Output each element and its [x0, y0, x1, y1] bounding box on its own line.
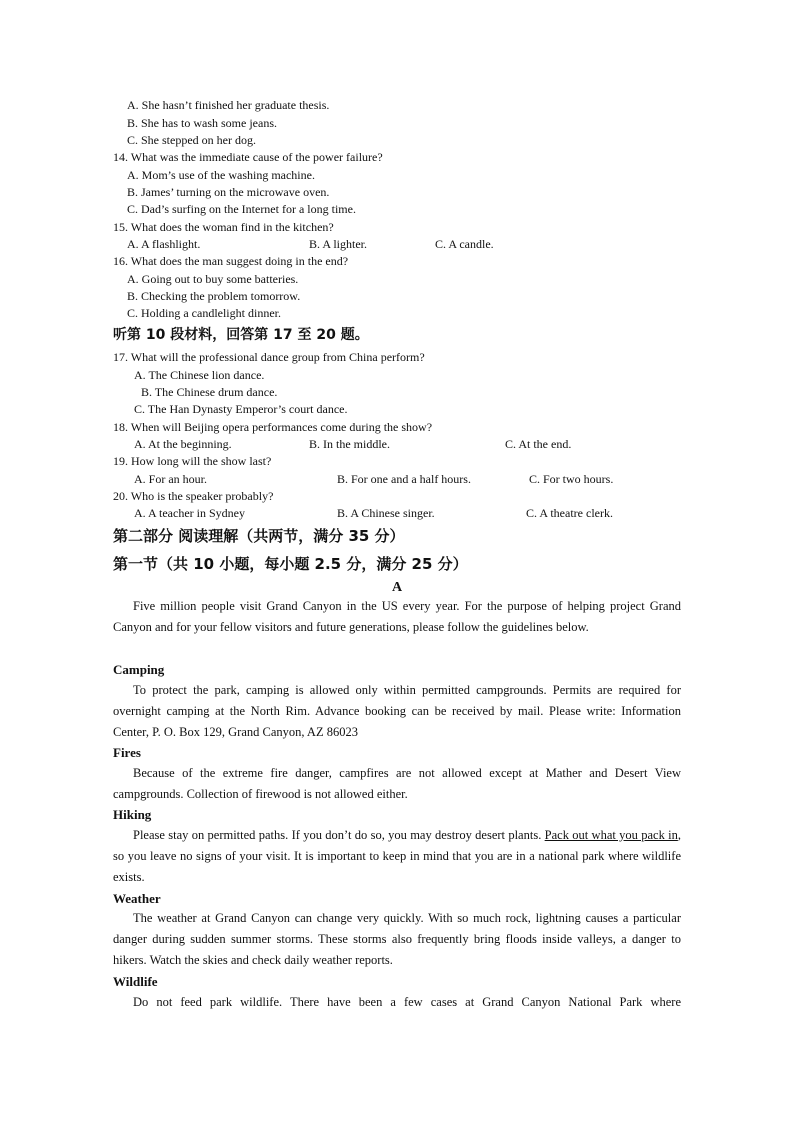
reading-section-title: 第一节（共 10 小题，每小题 2.5 分，满分 25 分）	[113, 555, 468, 573]
q20-option-c: C. A theatre clerk.	[526, 506, 613, 520]
q15-stem: 15. What does the woman find in the kitchen?	[113, 220, 334, 234]
q16-stem: 16. What does the man suggest doing in the end?	[113, 254, 349, 268]
camping-heading: Camping	[113, 662, 165, 677]
q14-option-a: A. Mom’s use of the washing machine.	[127, 168, 315, 182]
q18-stem: 18. When will Beijing opera performances come during the show?	[113, 420, 433, 434]
q14-option-b: B. James’ turning on the microwave oven.	[127, 185, 330, 199]
q20-stem: 20. Who is the speaker probably?	[113, 489, 274, 503]
wildlife-heading: Wildlife	[113, 974, 158, 989]
q15-option-a: A. A flashlight.	[127, 237, 201, 251]
q17-option-b: B. The Chinese drum dance.	[141, 385, 278, 399]
weather-heading: Weather	[113, 891, 161, 906]
listening-section-10-title: 听第 10 段材料，回答第 17 至 20 题。	[113, 327, 369, 343]
q20-option-a: A. A teacher in Sydney	[134, 506, 245, 520]
q13-option-b: B. She has to wash some jeans.	[127, 116, 277, 130]
q16-option-c: C. Holding a candlelight dinner.	[127, 306, 281, 320]
q13-option-a: A. She hasn’t finished her graduate thesis.	[127, 98, 330, 112]
q18-option-a: A. At the beginning.	[134, 437, 232, 451]
q15-option-c: C. A candle.	[435, 237, 494, 251]
reading-part-title: 第二部分 阅读理解（共两节，满分 35 分）	[113, 527, 405, 545]
q16-option-b: B. Checking the problem tomorrow.	[127, 289, 301, 303]
q19-option-b: B. For one and a half hours.	[337, 472, 471, 486]
hiking-text-before: Please stay on permitted paths. If you don’t do so, you may destroy desert plants.	[133, 828, 545, 842]
passage-letter: A	[391, 580, 403, 595]
fires-text: Because of the extreme fire danger, campfires are not allowed except at Mather and Desert View campgrounds. Collection of firewood is not allowed either.	[113, 766, 681, 801]
q20-option-b: B. A Chinese singer.	[337, 506, 435, 520]
q17-stem: 17. What will the professional dance group from China perform?	[113, 350, 425, 364]
weather-text: The weather at Grand Canyon can change very quickly. With so much rock, lightning causes a particular danger during sudden summer storms. These storms also frequently bring floods inside valleys, a danger to hikers. Watch the skies and check daily weather reports.	[113, 911, 681, 967]
passage-intro: Five million people visit Grand Canyon in the US every year. For the purpose of helping project Grand Canyon and for your fellow visitors and future generations, please follow the guidelines below.	[113, 599, 681, 634]
q19-stem: 19. How long will the show last?	[113, 454, 272, 468]
fires-heading: Fires	[113, 745, 141, 760]
q17-option-a: A. The Chinese lion dance.	[134, 368, 265, 382]
q16-option-a: A. Going out to buy some batteries.	[127, 272, 299, 286]
q15-option-b: B. A lighter.	[309, 237, 368, 251]
q17-option-c: C. The Han Dynasty Emperor’s court dance.	[134, 402, 348, 416]
q14-option-c: C. Dad’s surfing on the Internet for a long time.	[127, 202, 356, 216]
hiking-heading: Hiking	[113, 807, 152, 822]
q18-option-b: B. In the middle.	[309, 437, 390, 451]
hiking-underlined-phrase: Pack out what you pack in	[544, 828, 678, 842]
q13-option-c: C. She stepped on her dog.	[127, 133, 256, 147]
wildlife-text: Do not feed park wildlife. There have been a few cases at Grand Canyon National Park where	[133, 995, 681, 1009]
q19-option-a: A. For an hour.	[134, 472, 207, 486]
q19-option-c: C. For two hours.	[529, 472, 614, 486]
hiking-text	[113, 825, 681, 887]
hiking-text-after: , so you leave no signs of your visit. It is important to keep in mind that you are in a national park where wildlife exists.	[113, 828, 681, 884]
q18-option-c: C. At the end.	[505, 437, 572, 451]
q14-stem: 14. What was the immediate cause of the power failure?	[113, 150, 383, 164]
camping-text: To protect the park, camping is allowed only within permitted campgrounds. Permits are required for overnight camping at the North Rim. Advance booking can be received by mail. Please write: Information Center, P. O. Box 129, Grand Canyon, AZ 86023	[113, 683, 681, 739]
